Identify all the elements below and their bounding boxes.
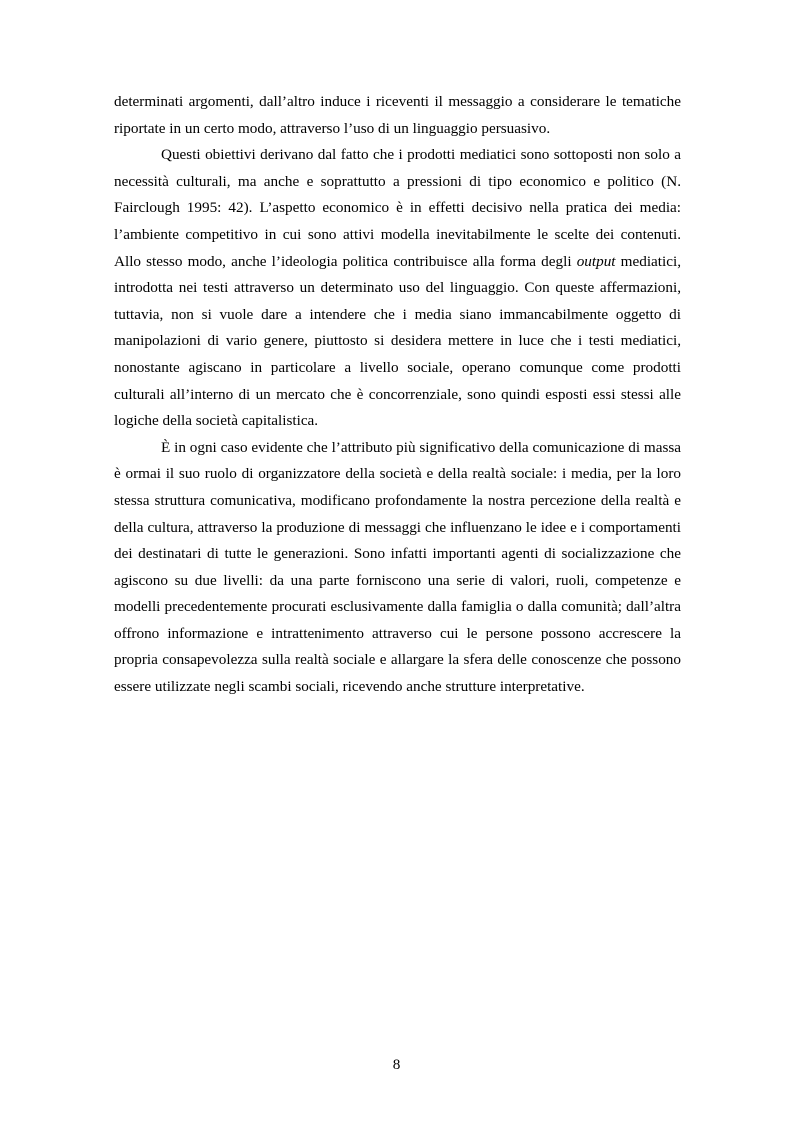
paragraph-economic-pressures xyxy=(114,142,681,435)
page-number: 8 xyxy=(392,1056,401,1073)
italic-term-output: output xyxy=(576,252,616,270)
paragraph-mass-communication xyxy=(114,435,681,701)
paragraph-text: Questi obiettivi derivano dal fatto che i prodotti mediatici sono sottoposti non solo a necessità culturali, ma anche e soprattutto a pressioni di tipo economico e politico (N. Fairclough 1995: 42). L’aspetto economico è in effetti decisivo nella pratica dei media: l’ambiente competitivo in cui sono attivi modella inevitabilmente le scelte dei contenuti. Allo stesso modo, anche l’ideologia politica contribuisce alla forma degli xyxy=(114,146,681,270)
paragraph-text: determinati argomenti, dall’altro induce i riceventi il messaggio a considerare le tematiche riportate in un certo modo, attraverso l’uso di un linguaggio persuasivo. xyxy=(114,93,681,137)
paragraph-continuation xyxy=(114,89,681,142)
paragraph-text: mediatici, introdotta nei testi attraverso un determinato uso del linguaggio. Con queste affermazioni, tuttavia, non si vuole dare a intendere che i media siano immancabilmente oggetto di manipolazioni di vario genere, piuttosto si desidera mettere in luce che i testi mediatici, nonostante agiscano in particolare a livello sociale, operano comunque come prodotti culturali all’interno di un mercato che è concorrenziale, sono quindi esposti essi stessi alle logiche della società capitalistica. xyxy=(114,252,681,430)
document-body xyxy=(114,89,681,701)
paragraph-text: È in ogni caso evidente che l’attributo più significativo della comunicazione di massa è ormai il suo ruolo di organizzatore della società e della realtà sociale: i media, per la loro stessa struttura comunicativa, modificano profondamente la nostra percezione della realtà e della cultura, attraverso la produzione di messaggi che influenzano le idee e i comportamenti dei destinatari di tutte le generazioni. Sono infatti importanti agenti di socializzazione che agiscono su due livelli: da una parte forniscono una serie di valori, ruoli, competenze e modelli precedentemente procurati esclusivamente dalla famiglia o dalla comunità; dall’altra offrono informazione e intrattenimento attraverso cui le persone possono accrescere la propria consapevolezza sulla realtà sociale e allargare la sfera delle conoscenze che possono essere utilizzate negli scambi sociali, ricevendo anche strutture interpretative. xyxy=(114,438,681,696)
